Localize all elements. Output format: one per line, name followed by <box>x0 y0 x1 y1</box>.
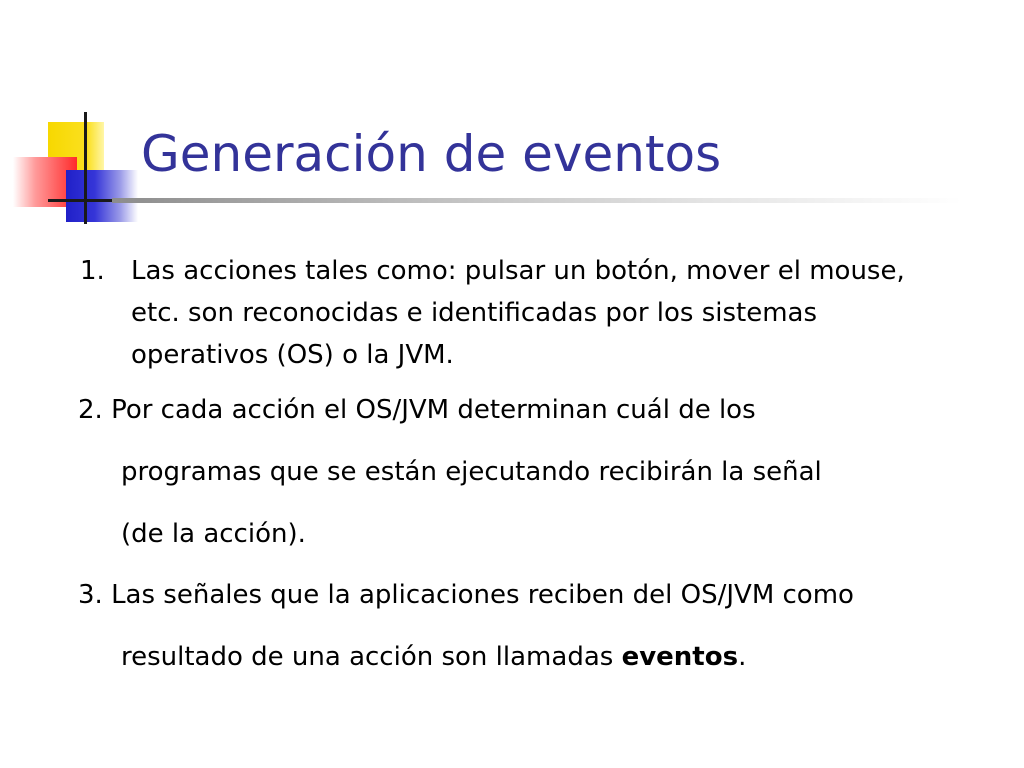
list-item-2 <box>78 379 988 565</box>
line-end-punctuation: . <box>738 642 747 672</box>
logo-blue-square <box>66 170 138 222</box>
list-item-text: Las acciones tales como: pulsar un botón, mover el mouse, etc. son reconocidas e identificadas por los sistemas operativos (OS) o la JVM. <box>131 256 905 370</box>
emphasis-word: eventos <box>621 642 739 672</box>
slide-title: Generación de eventos <box>141 125 722 183</box>
title-underline <box>112 198 962 203</box>
list-item-3 <box>78 564 988 688</box>
list-item-line: (de la acción). <box>121 519 306 549</box>
logo-vertical-line <box>84 112 87 224</box>
list-item-line: 2. Por cada acción el OS/JVM determinan cuál de los <box>78 395 756 425</box>
list-item-line: programas que se están ejecutando recibirán la señal <box>121 457 822 487</box>
list-item-number: 1. <box>80 256 105 286</box>
list-item-line-text: resultado de una acción son llamadas <box>121 642 622 672</box>
logo-horizontal-line <box>48 199 112 202</box>
list-item-line: 3. Las señales que la aplicaciones reciben del OS/JVM como <box>78 580 854 610</box>
list-item-line-with-emphasis <box>78 626 988 688</box>
